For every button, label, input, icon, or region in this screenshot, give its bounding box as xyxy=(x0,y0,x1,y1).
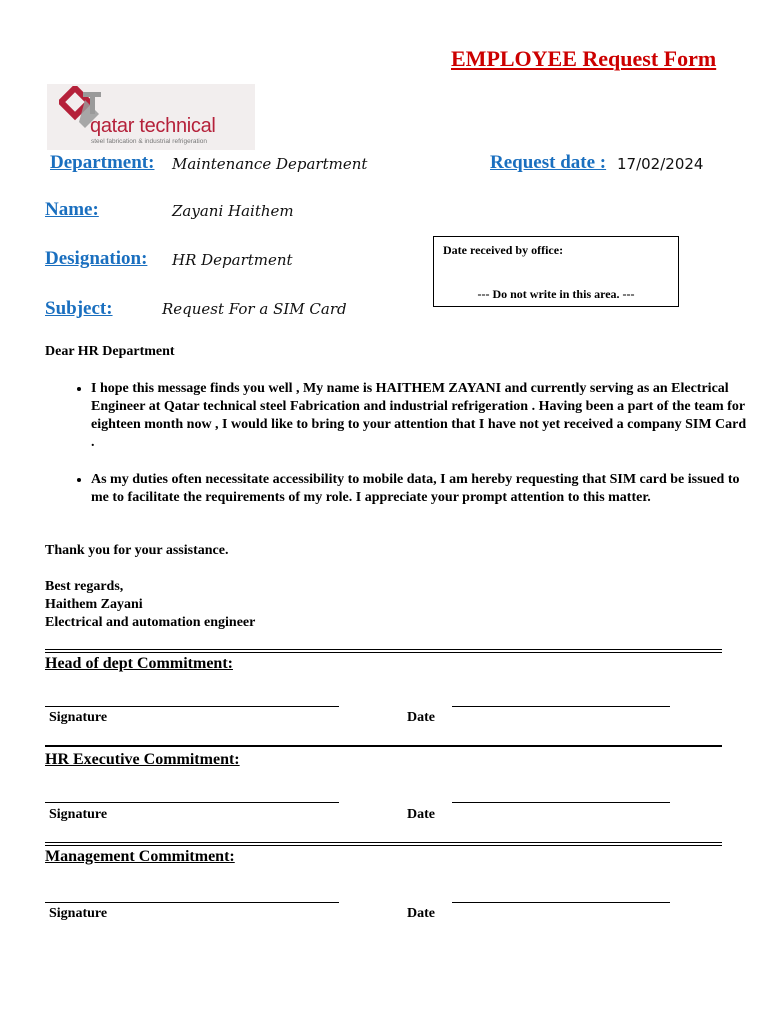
date-label: Date xyxy=(407,807,435,822)
management-heading: Management Commitment: xyxy=(45,848,235,865)
section-divider xyxy=(45,842,722,846)
date-label: Date xyxy=(407,710,435,725)
company-name: qatar technical xyxy=(90,115,216,137)
section-divider xyxy=(45,745,722,747)
letter-body-list xyxy=(70,380,747,526)
closing-title: Electrical and automation engineer xyxy=(45,615,256,630)
designation-label: Designation: xyxy=(45,248,148,269)
designation-value[interactable]: HR Department xyxy=(172,251,293,269)
date-line[interactable] xyxy=(452,706,670,707)
form-title: EMPLOYEE Request Form xyxy=(451,46,717,71)
letter-thanks: Thank you for your assistance. xyxy=(45,543,229,558)
closing-regards: Best regards, xyxy=(45,579,124,594)
name-value[interactable]: Zayani Haithem xyxy=(172,202,294,220)
department-label: Department: xyxy=(50,152,155,173)
subject-label: Subject: xyxy=(45,298,113,319)
letter-greeting: Dear HR Department xyxy=(45,344,175,359)
request-date-label: Request date : xyxy=(490,152,607,173)
hr-executive-heading: HR Executive Commitment: xyxy=(45,751,240,768)
head-of-dept-heading: Head of dept Commitment: xyxy=(45,655,233,672)
department-value[interactable]: Maintenance Department xyxy=(172,155,368,173)
signature-line[interactable] xyxy=(45,802,339,803)
signature-label: Signature xyxy=(49,906,108,921)
do-not-write-note: --- Do not write in this area. --- xyxy=(477,287,635,301)
signature-line[interactable] xyxy=(45,902,339,903)
company-tagline: steel fabrication & industrial refrigeration xyxy=(91,138,207,145)
date-label: Date xyxy=(407,906,435,921)
closing-sender: Haithem Zayani xyxy=(45,597,143,612)
company-logo xyxy=(47,84,255,150)
signature-label: Signature xyxy=(49,710,108,725)
date-received-label: Date received by office: xyxy=(443,243,564,257)
request-date-value[interactable]: 17/02/2024 xyxy=(617,155,704,173)
signature-label: Signature xyxy=(49,807,108,822)
date-line[interactable] xyxy=(452,802,670,803)
section-divider xyxy=(45,649,722,653)
office-use-box xyxy=(433,236,679,307)
name-label: Name: xyxy=(45,199,99,220)
list-item: • I hope this message finds you well , My name is HAITHEM ZAYANI and currently serving as an Electrical Engineer at Qatar technical steel Fabrication and industrial refrigeration . Having been a part of the team for eighteen month now , I would like to bring to your attention that I have not yet received a company SIM Card . xyxy=(91,380,747,452)
letter-closing xyxy=(45,578,255,632)
date-line[interactable] xyxy=(452,902,670,903)
signature-line[interactable] xyxy=(45,706,339,707)
list-item: • As my duties often necessitate accessibility to mobile data, I am hereby requesting that SIM card be issued to me to facilitate the requirements of my role. I appreciate your prompt attention to this matter. xyxy=(91,471,747,507)
subject-value[interactable]: Request For a SIM Card xyxy=(162,300,347,318)
